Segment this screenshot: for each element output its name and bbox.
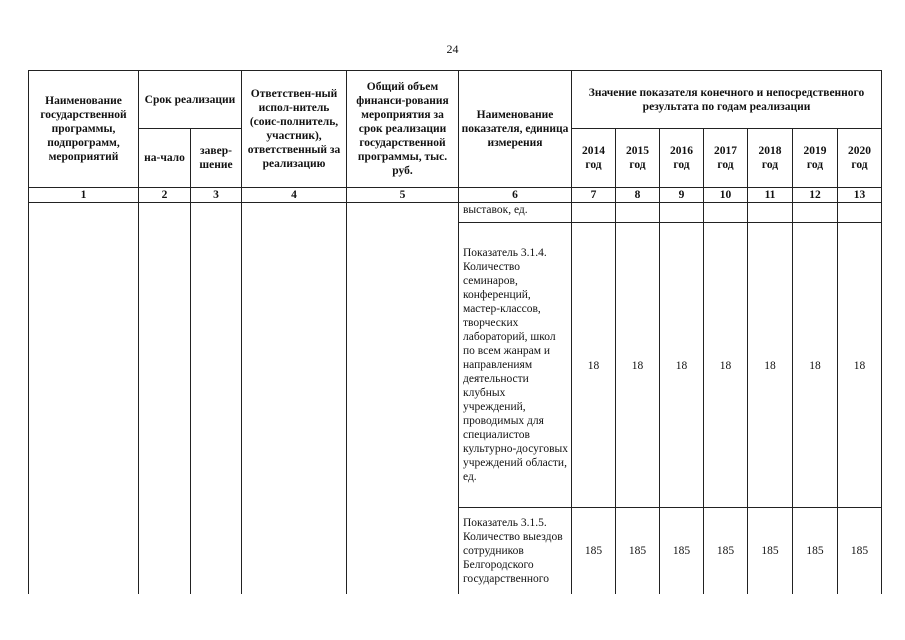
responsible-cell <box>242 203 347 594</box>
header-responsible: Ответствен-ный испол-нитель (соис-полнитель, участник), ответственный за реализацию <box>242 71 347 188</box>
term-start-cell <box>139 203 191 594</box>
header-year-2014: 2014 год <box>572 129 616 188</box>
header-row-1 <box>29 71 882 129</box>
program-name-cell <box>29 203 139 594</box>
header-year-2018: 2018 год <box>748 129 793 188</box>
column-number: 4 <box>242 188 347 203</box>
column-number: 5 <box>347 188 459 203</box>
column-number: 7 <box>572 188 616 203</box>
header-program-name: Наименование государственной программы, подпрограмм, мероприятий <box>29 71 139 188</box>
indicator-3-1-5-value-2015: 185 <box>616 508 660 594</box>
value-cell <box>572 203 616 223</box>
indicator-3-1-4-name: Показатель 3.1.4. Количество семинаров, конференций, мастер-классов, творческих лабораторий, школ по всем жанрам и направлениям деятельности клубных учреждений, проводимых для специалистов культурно-досуговых учреждений области, ед. <box>459 223 572 508</box>
indicator-3-1-5-value-2014: 185 <box>572 508 616 594</box>
header-financing-volume: Общий объем финанси-рования мероприятия за срок реализации государственной программы, тыс. руб. <box>347 71 459 188</box>
indicator-3-1-4-value-2015: 18 <box>616 223 660 508</box>
header-indicator-values: Значение показателя конечного и непосредственного результата по годам реализации <box>572 71 882 129</box>
header-year-2019: 2019 год <box>793 129 838 188</box>
value-cell <box>793 203 838 223</box>
indicator-3-1-4-value-2019: 18 <box>793 223 838 508</box>
indicator-3-1-5-name: Показатель 3.1.5. Количество выездов сотрудников Белгородского государственного <box>459 508 572 594</box>
column-number: 3 <box>191 188 242 203</box>
column-number: 2 <box>139 188 191 203</box>
page-number: 24 <box>446 42 459 56</box>
indicator-continuation-text: выставок, ед. <box>459 203 572 223</box>
value-cell <box>616 203 660 223</box>
header-term: Срок реализации <box>139 71 242 129</box>
value-cell <box>704 203 748 223</box>
column-number: 8 <box>616 188 660 203</box>
header-term-start: на-чало <box>139 129 191 188</box>
financing-volume-cell <box>347 203 459 594</box>
indicator-3-1-4-value-2020: 18 <box>838 223 882 508</box>
column-number: 13 <box>838 188 882 203</box>
indicator-3-1-5-value-2019: 185 <box>793 508 838 594</box>
value-cell <box>748 203 793 223</box>
column-number: 1 <box>29 188 139 203</box>
value-cell <box>660 203 704 223</box>
continuation-row <box>29 203 882 223</box>
header-year-2017: 2017 год <box>704 129 748 188</box>
column-number: 10 <box>704 188 748 203</box>
header-year-2020: 2020 год <box>838 129 882 188</box>
value-cell <box>838 203 882 223</box>
indicator-3-1-5-value-2018: 185 <box>748 508 793 594</box>
column-numbers-row <box>29 188 882 203</box>
header-term-end: завер-шение <box>191 129 242 188</box>
header-year-2015: 2015 год <box>616 129 660 188</box>
indicator-3-1-4-value-2014: 18 <box>572 223 616 508</box>
column-number: 9 <box>660 188 704 203</box>
indicator-3-1-4-value-2016: 18 <box>660 223 704 508</box>
indicator-3-1-4-value-2018: 18 <box>748 223 793 508</box>
indicator-3-1-5-value-2020: 185 <box>838 508 882 594</box>
indicator-3-1-4-value-2017: 18 <box>704 223 748 508</box>
term-end-cell <box>191 203 242 594</box>
column-number: 12 <box>793 188 838 203</box>
program-indicators-table <box>28 70 882 594</box>
column-number: 11 <box>748 188 793 203</box>
header-year-2016: 2016 год <box>660 129 704 188</box>
column-number: 6 <box>459 188 572 203</box>
indicator-3-1-5-value-2016: 185 <box>660 508 704 594</box>
indicator-3-1-5-value-2017: 185 <box>704 508 748 594</box>
header-indicator-name: Наименование показателя, единица измерения <box>459 71 572 188</box>
